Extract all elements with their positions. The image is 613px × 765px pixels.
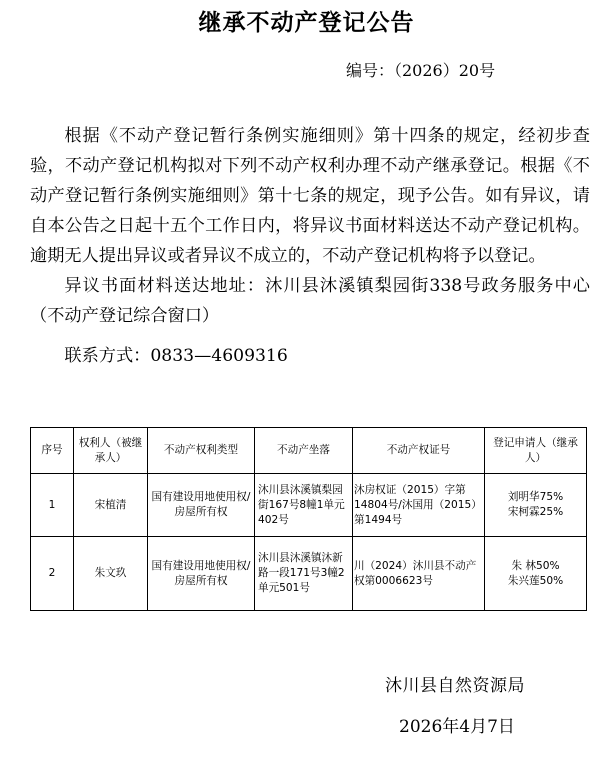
document-number: 编号：（2026）20号 (346, 61, 496, 80)
paragraph-objection-address: 异议书面材料送达地址：沐川县沐溪镇梨园街338号政务服务中心（不动产登记综合窗口） (30, 276, 590, 326)
cell-right-type: 国有建设用地使用权/房屋所有权 (148, 474, 255, 537)
cell-cert-no: 沐房权证（2015）字第14804号/沐国用（2015）第1494号 (353, 474, 485, 537)
cell-location: 沐川县沐溪镇沐新路一段171号3幢2单元501号 (255, 537, 353, 611)
table-row (31, 537, 587, 611)
cell-location: 沐川县沐溪镇梨园街167号8幢1单元402号 (255, 474, 353, 537)
cell-owner: 宋植清 (74, 474, 148, 537)
heir-entry: 宋柯霖25% (507, 506, 564, 518)
cell-heirs (485, 474, 587, 537)
cell-cert-no: 川（2024）沐川县不动产权第0006623号 (353, 537, 485, 611)
paragraph-contact: 联系方式：0833—4609316 (64, 346, 288, 366)
header-location: 不动产坐落 (255, 428, 353, 474)
table-row (31, 474, 587, 537)
header-right-type: 不动产权利类型 (148, 428, 255, 474)
cell-right-type: 国有建设用地使用权/房屋所有权 (148, 537, 255, 611)
notice-body (30, 121, 590, 371)
cell-no: 2 (31, 537, 74, 611)
notice-title: 继承不动产登记公告 (198, 9, 415, 36)
paragraph-legal-basis: 根据《不动产登记暂行条例实施细则》第十四条的规定，经初步查验，不动产登记机构拟对下列不动产权利办理不动产继承登记。根据《不动产登记暂行条例实施细则》第十七条的规定，现予公告。如有异议，请自本公告之日起十五个工作日内，将异议书面材料送达不动产登记机构。逾期无人提出异议或者异议不成立的，不动产登记机构将予以登记。 (30, 126, 590, 266)
header-cert-no: 不动产权证号 (353, 428, 485, 474)
table-header-row (31, 428, 587, 474)
heir-entry: 刘明华75% (507, 491, 564, 503)
cell-owner: 朱文玖 (74, 537, 148, 611)
heir-entry: 朱 林50% (511, 559, 560, 572)
issuing-authority: 沐川县自然资源局 (385, 676, 525, 696)
header-heirs: 登记申请人（继承人） (485, 428, 587, 474)
header-no: 序号 (31, 428, 74, 474)
cell-heirs (485, 537, 587, 611)
property-table (30, 427, 587, 611)
issue-date: 2026年4月7日 (399, 717, 515, 737)
cell-no: 1 (31, 474, 74, 537)
heir-entry: 朱兴莲50% (507, 574, 564, 587)
header-owner: 权利人（被继承人） (74, 428, 148, 474)
